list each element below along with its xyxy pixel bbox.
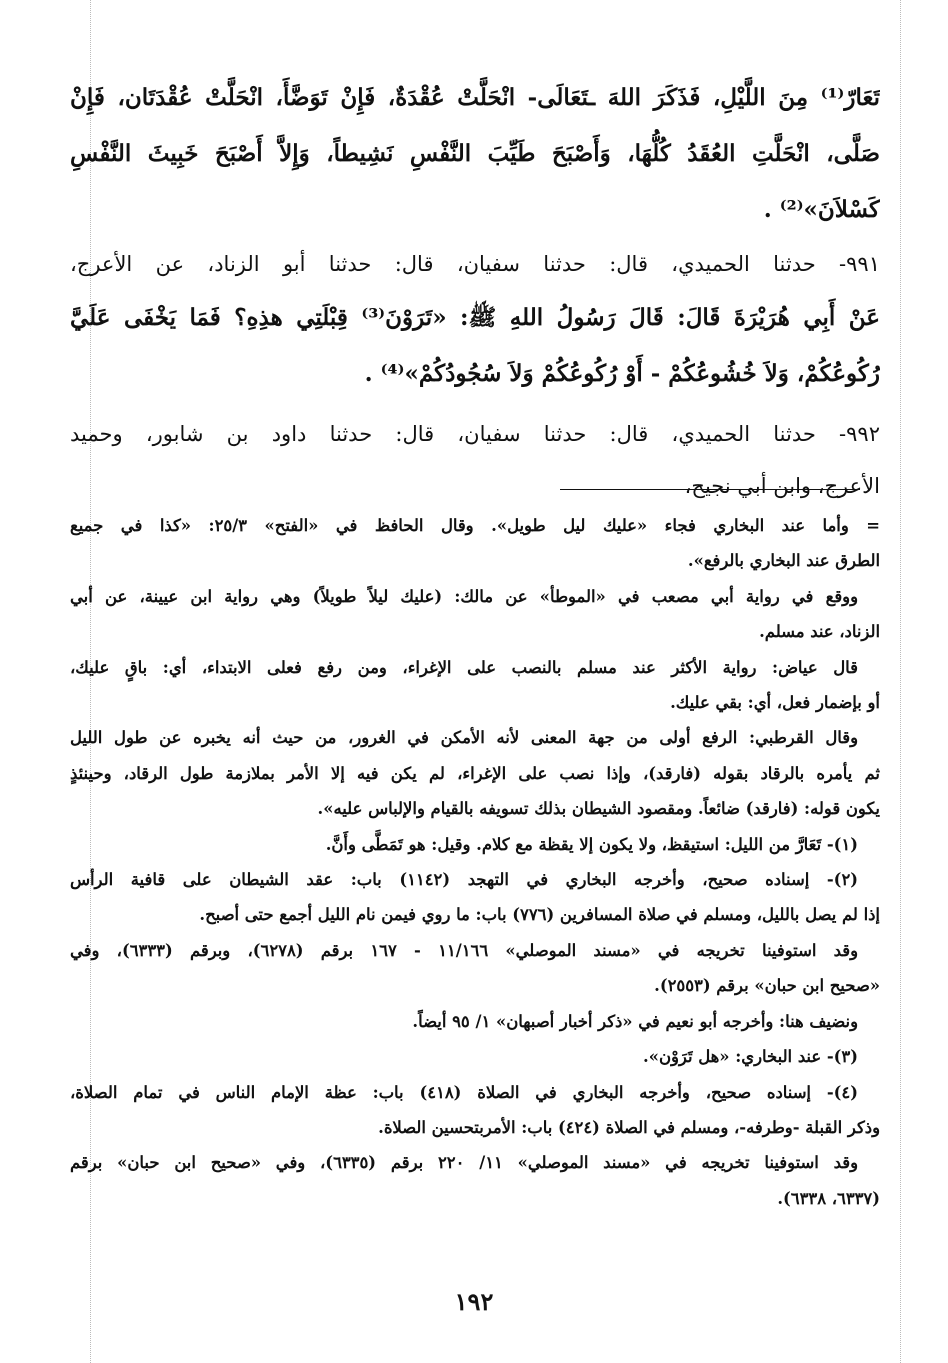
hadith-line: كَسْلاَنَ»⁽²⁾ . xyxy=(763,196,880,223)
isnad-line: الأعرج، وابن أبي نجيح، xyxy=(684,474,880,498)
footnote-line: ووقع في رواية أبي مصعب في «الموطأ» عن مالك: (عليك ليلاً طويلاً) وهي رواية ابن عيينة، عن أبي xyxy=(70,586,858,606)
isnad-line: ٩٩١- حدثنا الحميدي، قال: حدثنا سفيان، قال: حدثنا أبو الزناد، عن الأعرج، xyxy=(70,252,880,276)
footnote-line: (٦٣٣٧، ٦٣٣٨). xyxy=(777,1188,880,1208)
hadith-line: تَعَارّ⁽¹⁾ مِنَ اللَّيْلِ، فَذَكَرَ اللهَ ـتَعَالَى- انْحَلَّتْ عُقْدَةٌ، فَإِنْ تَوَضَّأَ، انْحَلَّتْ عُقْدَتَان، فَإِنْ xyxy=(70,84,880,111)
footnote-line: إذا لم يصل بالليل، ومسلم في صلاة المسافرين (٧٧٦) باب: ما روي فيمن نام الليل أجمع حتى أصبح. xyxy=(199,905,880,925)
footnote-line: الطرق عند البخاري بالرفع». xyxy=(687,551,880,571)
footnote-line: قال عياض: رواية الأكثر عند مسلم بالنصب على الإغراء، ومن رفع فعلى الابتداء، أي: باقٍ عليك، xyxy=(70,657,858,677)
footnote-line: «صحيح ابن حبان» برقم (٢٥٥٣). xyxy=(654,976,880,996)
footnotes xyxy=(70,508,880,1216)
footnote-separator xyxy=(560,489,860,490)
footnote-line: يكون قوله: (فارقد) ضائعاً. ومقصود الشيطان بذلك تسويفه بالقيام والإلباس عليه». xyxy=(317,799,880,819)
hadith-line: رُكُوعُكُمْ، وَلاَ خُشُوعُكُمْ - أَوْ رُكُوعُكُمْ وَلاَ سُجُودُكُمْ»⁽⁴⁾ . xyxy=(364,360,880,387)
footnote-line: (٣)- عند البخاري: «هل تَرَوْن». xyxy=(643,1047,858,1067)
page-number: ١٩٢ xyxy=(454,1287,494,1316)
hadith-line: صَلَّى، انْحَلَّتِ العُقَدُ كُلُّهَا، وَأَصْبَحَ طَيِّبَ النَّفْسِ نَشِيطاً، وَإِلاَّ أَصْبَحَ خَبِيثَ النَّفْسِ xyxy=(70,140,880,167)
isnad-line: ٩٩٢- حدثنا الحميدي، قال: حدثنا سفيان، قال: حدثنا داود بن شابور، وحميد xyxy=(70,422,880,446)
footnote-line: = وأما عند البخاري فجاء «عليك ليل طويل». وقال الحافظ في «الفتح» ٢٥/٣: «كذا في جميع xyxy=(70,516,880,535)
footnote-line: أو بإضمار فعل، أي: بقي عليك. xyxy=(670,693,880,713)
footnote-line: (١)- تَعَارَّ من الليل: استيقظ، ولا يكون إلا يقظة مع كلام. وقيل: هو تَمَطَّى وأَنَّ. xyxy=(325,834,858,854)
footnote-line: وقد استوفينا تخريجه في «مسند الموصلي» ١١/ ٢٢٠ برقم (٦٣٣٥)، وفي «صحيح ابن حبان» برقم xyxy=(70,1153,858,1173)
footnote-line: (٢)- إسناده صحيح، وأخرجه البخاري في التهجد (١١٤٢) باب: عقد الشيطان على قافية الرأس xyxy=(70,870,859,890)
footnote-line: ونضيف هنا: وأخرجه أبو نعيم في «ذكر أخبار أصبهان» ١/ ٩٥ أيضاً. xyxy=(412,1011,858,1031)
footnote-line: ثم يأمره بالرقاد بقوله (فارقد)، وإذا نصب على الإغراء، لم يكن فيه إلا الأمر بملازمة طول الرقاد، وحينئذٍ xyxy=(70,763,880,783)
footnote-line: وقد استوفينا تخريجه في «مسند الموصلي» ١١/١٦٦ - ١٦٧ برقم (٦٢٧٨)، وبرقم (٦٣٣٣)، وفي xyxy=(70,940,859,960)
footnote-line: الزناد، عند مسلم. xyxy=(759,622,880,642)
footnote-line: وقال القرطبي: الرفع أولى من جهة المعنى لأنه الأمكن في الغرور، من حيث أنه يخبره عن طول الليل xyxy=(70,728,858,748)
footnote-line: (٤)- إسناده صحيح، وأخرجه البخاري في الصلاة (٤١٨) باب: عظة الإمام الناس في تمام الصلاة، xyxy=(70,1082,858,1102)
page-edge-right xyxy=(900,0,901,1363)
hadith-line: عَنْ أَبِي هُرَيْرَةَ قَالَ: قَالَ رَسُولُ اللهِ ﷺ: «تَرَوْنَ⁽³⁾ قِبْلَتِي هذِهِ؟ فَمَا يَخْفَى عَلَيَّ xyxy=(70,304,880,331)
footnote-line: وذكر القبلة -وطرفه-، ومسلم في الصلاة (٤٢٤) باب: الأمربتحسين الصلاة. xyxy=(378,1117,880,1137)
main-text xyxy=(70,70,880,512)
